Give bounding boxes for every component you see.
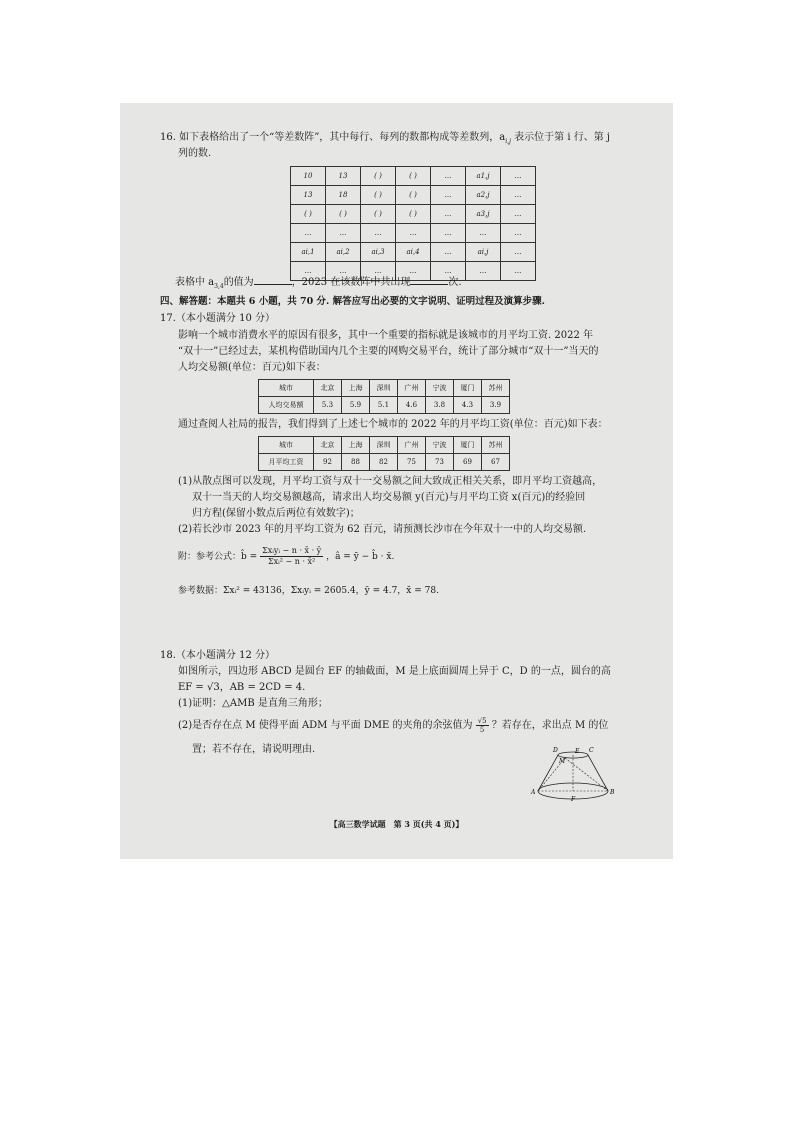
array-cell: … [431,167,466,186]
array-cell: ai,j [466,243,501,262]
array-cell: … [501,167,536,186]
q17-s1a: (1)从散点图可以发现，月平均工资与双十一交易额之间大致成正相关关系，即月平均工资越高， [178,476,603,487]
q18-s2c: 置；若不存在，请说明理由. [192,744,316,755]
array-cell: 18 [326,186,361,205]
data-table-cell: 5.9 [342,397,370,414]
array-cell: … [396,262,431,281]
fig-label-e: E [575,748,580,755]
array-cell: … [501,243,536,262]
data-table-cell: 宁波 [426,437,454,454]
fig-label-d: D [553,747,558,754]
array-cell: 10 [291,167,326,186]
q17-reference-formula: 附：参考公式：b̂ = $\frac{\text{Σxᵢyᵢ − n · x̄ · ȳ}}{\text{Σxᵢ² − n · x̄²}}$ ，â = ȳ − b̂ · x̄. [178,546,395,566]
array-cell: … [396,224,431,243]
array-cell: … [361,262,396,281]
array-cell: … [501,186,536,205]
data-table-cell: 宁波 [426,380,454,397]
array-row [291,167,536,186]
array-cell: ai,4 [396,243,431,262]
q18-head: 18.（本小题满分 12 分） [160,650,275,661]
data-table-cell: 73 [426,454,454,471]
q18-s1: (1)证明：△AMB 是直角三角形； [178,698,328,709]
data-table-cell: 69 [454,454,482,471]
data-table-cell: 北京 [314,380,342,397]
array-cell: 13 [326,167,361,186]
array-cell: a1,j [466,167,501,186]
data-table-cell: 广州 [398,380,426,397]
q17-p2: “双十一”已经过去，某机构借助国内几个主要的网购交易平台，统计了部分城市“双十一”当天的 [178,346,599,357]
q17-head: 17.（本小题满分 10 分） [160,313,275,324]
data-table-cell: 4.6 [398,397,426,414]
data-table-cell: 苏州 [482,437,510,454]
q17-p4: 通过查阅人社局的报告，我们得到了上述七个城市的 2022 年的月平均工资(单位：百元)如下表： [178,419,608,430]
data-table-cell: 5.1 [370,397,398,414]
array-cell: ( ) [361,186,396,205]
q16-line2: 列的数. [178,148,212,159]
array-cell: ai,3 [361,243,396,262]
data-table-row [259,454,510,471]
array-cell: ( ) [396,186,431,205]
array-cell: … [501,224,536,243]
q16-answer: 表格中 $a_{3,4}$的值为 ，2023 在该数阵中共出现 次. [175,277,462,290]
arith-array-table [290,166,536,281]
data-table-cell: 4.3 [454,397,482,414]
array-cell: … [361,224,396,243]
q18-p1: 如图所示，四边形 ABCD 是圆台 EF 的轴截面，M 是上底面圆周上异于 C，D 的一点，圆台的高 [178,666,611,677]
q17-s2: (2)若长沙市 2023 年的月平均工资为 62 百元，请预测长沙市在今年双十一中的人均交易额. [178,524,587,535]
q18-s2a: (2)是否存在点 M 使得平面 ADM 与平面 DME 的夹角的余弦值为 $\frac{√5}{5}$ ？若存在，求出点 M 的位 [178,717,609,734]
trade-amount-table [258,379,510,414]
q17-s1c: 归方程(保留小数点后两位有效数字)； [192,508,360,519]
formula-fraction: $\frac{\text{Σxᵢyᵢ − n · x̄ · ȳ}}{\text{Σxᵢ² − n · x̄²}}$ [262,546,322,566]
array-cell: ai,1 [291,243,326,262]
fig-label-c: C [589,747,594,754]
array-cell: ( ) [396,205,431,224]
q17-reference-data: 参考数据：Σxᵢ² = 43136，Σxᵢyᵢ = 2605.4，ȳ = 4.7，x̄ = 78. [178,586,439,596]
array-row [291,186,536,205]
data-table-cell: 苏州 [482,380,510,397]
data-table-cell: 上海 [342,380,370,397]
q17-p3: 人均交易额(单位：百元)如下表： [178,362,326,373]
data-table-cell: 深圳 [370,380,398,397]
array-cell: … [326,224,361,243]
data-table-cell: 广州 [398,437,426,454]
page-footer: 【高三数学试题 第 3 页(共 4 页)】 [329,819,464,829]
data-table-cell: 城市 [259,380,314,397]
q18-p2: EF = √3，AB = 2CD = 4. [178,682,306,693]
array-cell: … [431,243,466,262]
data-table-cell: 5.3 [314,397,342,414]
data-table-cell: 人均交易额 [259,397,314,414]
data-table-cell: 厦门 [454,437,482,454]
fig-label-b: B [610,789,615,796]
data-table-cell: 67 [482,454,510,471]
array-cell: ( ) [361,167,396,186]
q17-s1b: 双十一当天的人均交易额越高，请求出人均交易额 y(百元)与月平均工资 x(百元)的经验回 [192,492,586,503]
array-cell: … [291,224,326,243]
array-cell: … [466,262,501,281]
data-table-cell: 3.8 [426,397,454,414]
exam-page [120,103,673,859]
array-cell: a2,j [466,186,501,205]
array-cell: ( ) [291,205,326,224]
q16-line1: 16. 如下表格给出了一个“等差数阵”，其中每行、每列的数都构成等差数列，$a_{i,j}$ 表示位于第 i 行、第 j [160,132,610,145]
array-cell: … [501,262,536,281]
array-row [291,205,536,224]
array-cell: … [431,224,466,243]
array-row [291,224,536,243]
array-cell: … [326,262,361,281]
array-cell: ( ) [326,205,361,224]
array-cell: a3,j [466,205,501,224]
data-table-cell: 3.9 [482,397,510,414]
array-cell: ai,2 [326,243,361,262]
array-cell: … [291,262,326,281]
array-cell: … [466,224,501,243]
fig-label-m: M [559,758,566,765]
section-4-title: 四、解答题：本题共 6 小题，共 70 分. 解答应写出必要的文字说明、证明过程及演算步骤. [160,296,545,307]
fig-label-a: A [531,789,536,796]
array-row [291,243,536,262]
array-cell: … [431,262,466,281]
salary-table [258,436,510,471]
q17-p1: 影响一个城市消费水平的原因有很多，其中一个重要的指标就是该城市的月平均工资. 2022 年 [178,330,593,341]
data-table-cell: 深圳 [370,437,398,454]
array-cell: 13 [291,186,326,205]
data-table-cell: 厦门 [454,380,482,397]
data-table-row [259,437,510,454]
data-table-cell: 月平均工资 [259,454,314,471]
data-table-row [259,380,510,397]
frustum-figure [523,743,623,807]
data-table-cell: 城市 [259,437,314,454]
array-cell: ( ) [396,167,431,186]
data-table-cell: 92 [314,454,342,471]
data-table-row [259,397,510,414]
data-table-cell: 上海 [342,437,370,454]
fig-label-f: F [571,796,576,803]
data-table-cell: 75 [398,454,426,471]
data-table-cell: 88 [342,454,370,471]
array-cell: … [431,205,466,224]
array-cell: ( ) [361,205,396,224]
array-cell: … [501,205,536,224]
cosine-fraction: $\frac{√5}{5}$ [477,717,487,734]
data-table-cell: 北京 [314,437,342,454]
array-cell: … [431,186,466,205]
data-table-cell: 82 [370,454,398,471]
